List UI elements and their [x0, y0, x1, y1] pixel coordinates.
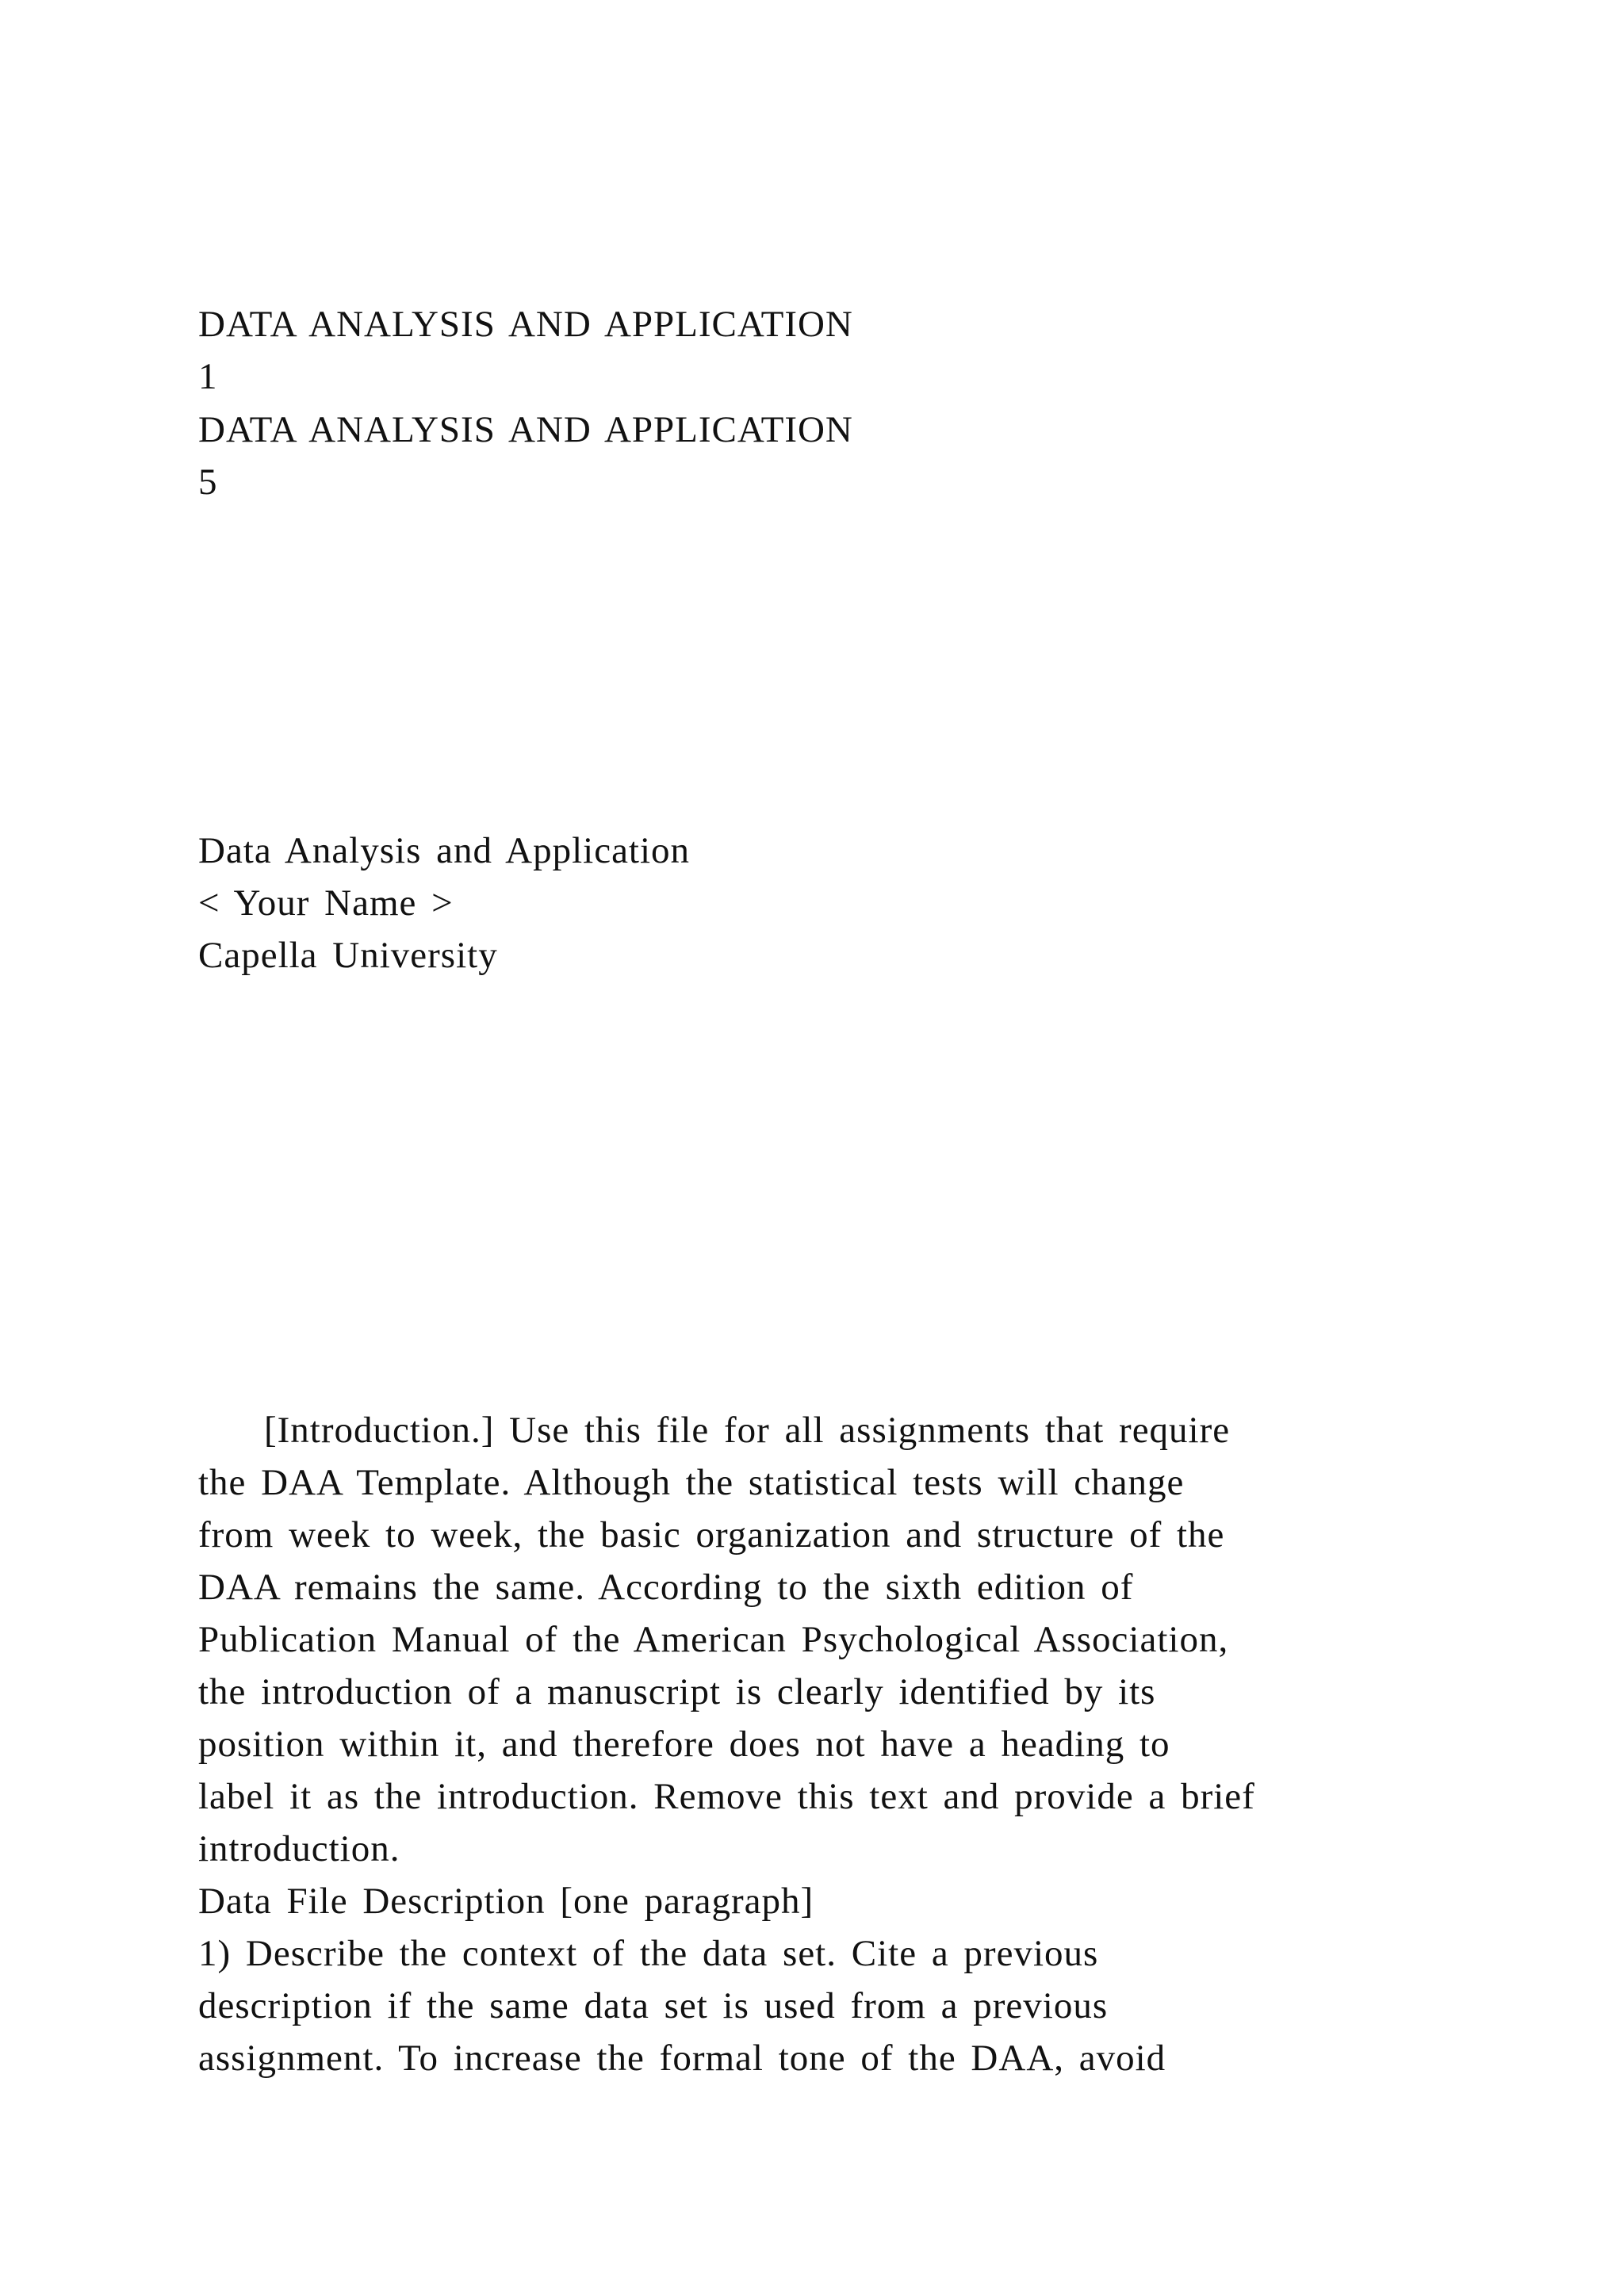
body-line: assignment. To increase the formal tone of the DAA, avoid	[198, 2038, 1166, 2079]
body-line: 1) Describe the context of the data set. Cite a previous	[198, 1933, 1099, 1974]
intro-line: the DAA Template. Although the statistical tests will change	[198, 1462, 1185, 1503]
institution: Capella University	[198, 935, 498, 976]
body-line: description if the same data set is used from a previous	[198, 1985, 1109, 2026]
intro-line: Publication Manual of the American Psychological Association,	[198, 1619, 1229, 1660]
page-number: 1	[198, 356, 218, 397]
section-heading: Data File Description [one paragraph]	[198, 1881, 814, 1922]
author-name: < Your Name >	[198, 882, 454, 924]
paper-title: Data Analysis and Application	[198, 830, 691, 871]
intro-line: DAA remains the same. According to the sixth edition of	[198, 1567, 1134, 1608]
intro-line: position within it, and therefore does not have a heading to	[198, 1724, 1170, 1765]
intro-line: the introduction of a manuscript is clearly identified by its	[198, 1671, 1156, 1712]
page-number: 5	[198, 461, 218, 503]
intro-line: label it as the introduction. Remove this text and provide a brief	[198, 1776, 1255, 1817]
intro-line: from week to week, the basic organization and structure of the	[198, 1514, 1225, 1556]
intro-line: [Introduction.] Use this file for all assignments that require	[264, 1410, 1231, 1451]
running-head: DATA ANALYSIS AND APPLICATION	[198, 409, 853, 450]
running-head: DATA ANALYSIS AND APPLICATION	[198, 304, 853, 345]
intro-line: introduction.	[198, 1828, 400, 1869]
